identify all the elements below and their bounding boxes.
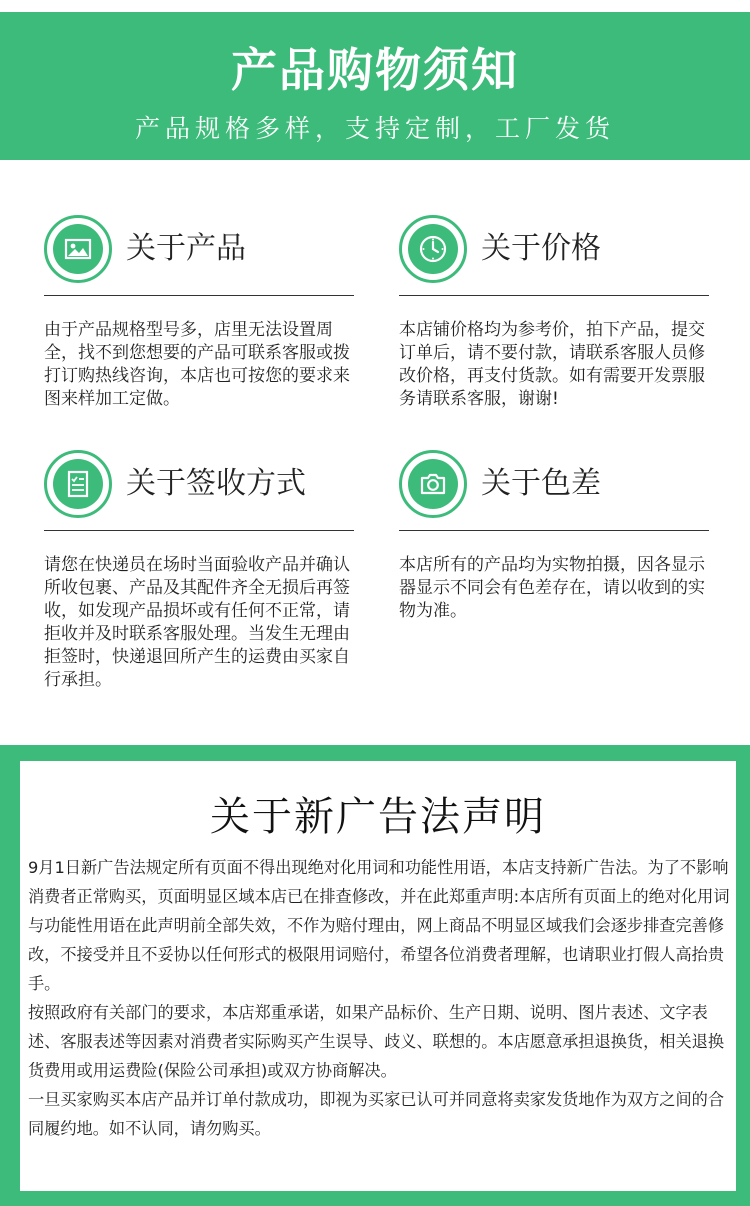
page-title: 产品购物须知 — [231, 43, 519, 97]
card-body: 本店所有的产品均为实物拍摄，因各显示器显示不同会有色差存在，请以收到的实物为准。 — [399, 555, 705, 621]
card-title: 关于签收方式 — [126, 466, 306, 501]
header-banner — [0, 12, 750, 160]
clock-icon — [399, 215, 467, 283]
card-title: 关于产品 — [126, 231, 246, 266]
notice-paragraph: 按照政府有关部门的要求，本店郑重承诺，如果产品标价、生产日期、说明、图片表述、文字表述、客服表述等因素对消费者实际购买产生误导、歧义、联想的。本店愿意承担退换货，相关退换货费用或用运费险(保险公司承担)或双方协商解决。 — [28, 1003, 725, 1080]
card-body: 请您在快递员在场时当面验收产品并确认所收包裹、产品及其配件齐全无损后再签收，如发现产品损坏或有任何不正常，请拒收并及时联系客服处理。当发生无理由拒签时，快递退回所产生的运费由买家自行承担。 — [44, 555, 350, 690]
card-about-price — [399, 215, 709, 409]
notice-text — [28, 853, 732, 1143]
card-about-product — [44, 215, 354, 409]
notice-title: 关于新广告法声明 — [210, 794, 546, 840]
card-about-color — [399, 450, 709, 621]
camera-icon — [399, 450, 467, 518]
card-about-delivery — [44, 450, 354, 690]
notice-paragraph: 9月1日新广告法规定所有页面不得出现绝对化用词和功能性用语，本店支持新广告法。为了不影响消费者正常购买，页面明显区域本店已在排查修改，并在此郑重声明:本店所有页面上的绝对化用词与功能性用语在此声明前全部失效，不作为赔付理由，网上商品不明显区域我们会逐步排查完善修改，不接受并且不妥协以任何形式的极限用词赔付，希望各位消费者理解，也请职业打假人高抬贵手。 — [28, 858, 730, 993]
card-title: 关于价格 — [481, 231, 601, 266]
image-icon — [44, 215, 112, 283]
divider — [44, 295, 354, 296]
notice-paragraph: 一旦买家购买本店产品并订单付款成功，即视为买家已认可并同意将卖家发货地作为双方之间的合同履约地。如不认同，请勿购买。 — [28, 1090, 725, 1138]
divider — [399, 295, 709, 296]
ad-law-notice-panel — [0, 745, 750, 1206]
document-check-icon — [44, 450, 112, 518]
divider — [399, 530, 709, 531]
divider — [44, 530, 354, 531]
page-subtitle: 产品规格多样，支持定制，工厂发货 — [134, 114, 615, 143]
card-title: 关于色差 — [481, 466, 601, 501]
card-body: 本店铺价格均为参考价，拍下产品，提交订单后，请不要付款，请联系客服人员修改价格，再支付货款。如有需要开发票服务请联系客服，谢谢! — [399, 320, 705, 409]
card-body: 由于产品规格型号多，店里无法设置周全，找不到您想要的产品可联系客服或拨打订购热线咨询，本店也可按您的要求来图来样加工定做。 — [44, 320, 350, 409]
